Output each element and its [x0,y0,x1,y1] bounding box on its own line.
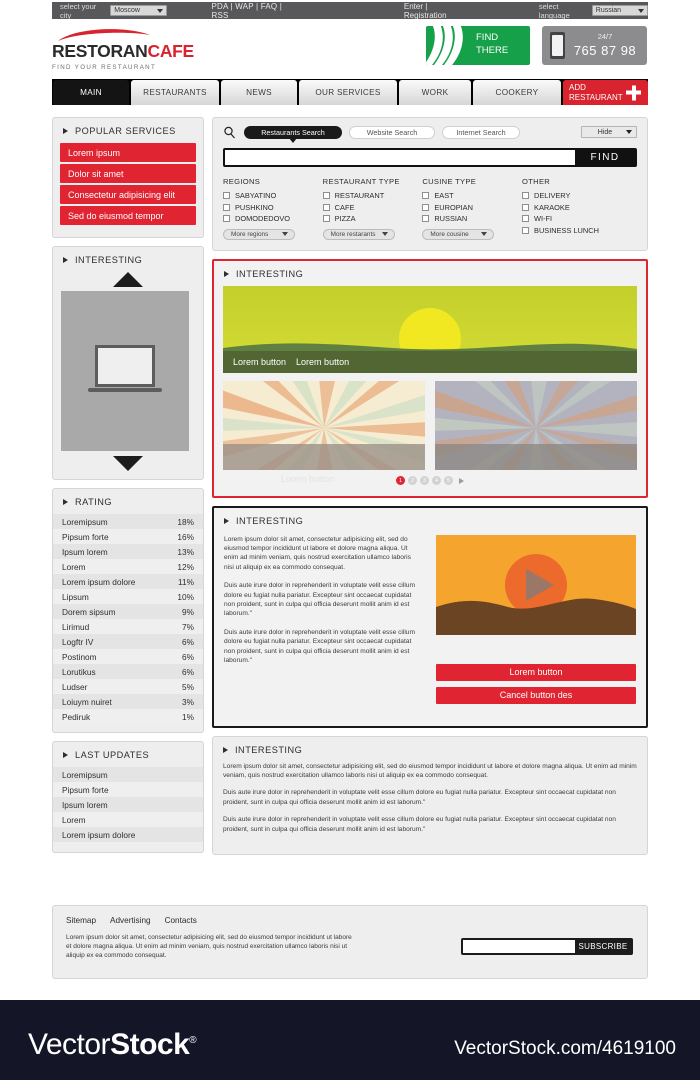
phone-widget [542,26,647,65]
main-column [212,117,648,855]
article-paragraph: Lorem ipsum dolor sit amet, consectetur adipisicing elit, sed do eiusmod tempor incididunt ut labore et dolore magna aliqua. Ut enim ad minim veniam, quis nostrud exercitation ullamco laboris nisi ut aliquip ex ea commodo consequat. [224,535,411,571]
utility-links[interactable]: PDA | WAP | FAQ | RSS [211,1,283,20]
site-footer [52,905,648,979]
checkbox-label: DELIVERY [534,191,571,201]
textblock-title: INTERESTING [235,744,303,755]
checkbox-label: EAST [434,191,454,201]
carousel-footer [223,470,637,492]
more-restaurants-dropdown[interactable] [323,229,395,240]
checkbox-label: DOMODEDOVO [235,214,291,224]
checkbox-icon [323,192,330,199]
last-updates-title: LAST UPDATES [75,750,150,760]
last-updates-list [53,767,203,852]
checkbox-icon [522,204,529,211]
list-item[interactable]: Sed do eiusmod tempor [60,206,196,225]
tab-internet-search[interactable]: Internet Search [442,126,520,139]
checkbox-label: EUROPIAN [434,202,473,212]
find-there-line2: THERE [476,44,509,56]
hide-dropdown-label: Hide [597,128,613,136]
rating-value: 6% [182,636,194,647]
rating-value: 10% [177,591,194,602]
main-navigation [52,79,648,105]
city-select[interactable] [110,5,166,16]
search-bar [223,148,637,167]
checkbox-icon [422,192,429,199]
phone-hours: 24/7 [597,32,613,41]
checkbox-icon [223,192,230,199]
checkbox-label: PUSHKINO [235,202,274,212]
logo-text-cafe: CAFE [147,41,194,61]
checkbox-pizza[interactable] [323,213,423,225]
list-item[interactable]: Lorem ipsum dolore [53,827,203,842]
table-row[interactable] [53,559,203,574]
footer-link-advertising[interactable]: Advertising [110,916,151,925]
checkbox-icon [323,204,330,211]
checkbox-wifi[interactable] [522,213,637,225]
checkbox-cafe[interactable] [323,202,423,214]
checkbox-icon [223,204,230,211]
rating-name: Loremipsum [62,516,108,527]
scroll-up-arrow-icon[interactable] [113,272,143,287]
interesting-sidebar-title: INTERESTING [75,255,143,265]
interesting-sidebar-body [53,272,203,479]
checkbox-restaurant[interactable] [323,190,423,202]
filter-group-cusine-type [422,177,522,240]
triangle-right-icon [63,257,68,263]
subscribe-input[interactable] [463,940,575,953]
carousel-dot-4[interactable]: 4 [432,476,441,485]
watermark-bar [0,1000,700,1080]
carousel-thumbnail-1[interactable] [223,381,425,470]
search-input[interactable] [225,150,575,165]
rating-value: 5% [182,681,194,692]
triangle-right-icon [224,518,229,524]
carousel-pagination [396,476,464,485]
carousel-dot-5[interactable]: 5 [444,476,453,485]
nav-item-restaurants[interactable]: RESTAURANTS [131,80,219,105]
city-select-value: Moscow [114,7,140,14]
nav-item-cookery[interactable]: COOKERY [473,80,561,105]
triangle-right-icon [63,128,68,134]
article-cancel-button[interactable]: Cancel button des [436,687,636,704]
carousel-thumbnail-2[interactable] [435,381,637,470]
search-icon [223,126,236,139]
triangle-right-icon [223,747,228,753]
triangle-right-icon [224,271,229,277]
checkbox-icon [223,215,230,222]
search-filters [223,177,637,240]
popular-services-panel [52,117,204,238]
carousel-body [214,286,646,496]
table-row[interactable] [53,514,203,529]
textblock-panel [212,736,648,855]
nav-item-news[interactable]: NEWS [221,80,297,105]
popular-services-title: POPULAR SERVICES [75,126,176,136]
rating-name: Ludser [62,681,88,692]
list-item[interactable]: Pipsum forte [53,782,203,797]
table-row[interactable] [53,664,203,679]
footer-link-contacts[interactable]: Contacts [164,916,197,925]
rating-name: Lorem ipsum dolore [62,576,136,587]
rating-title: RATING [75,497,113,507]
table-row[interactable] [53,694,203,709]
checkbox-label: RUSSIAN [434,214,468,224]
chevron-down-icon [157,9,163,13]
sunburst-cool-image [435,381,637,470]
filter-group-regions [223,177,323,240]
nav-item-main[interactable]: MAIN [53,80,129,105]
tab-restaurants-search[interactable]: Restaurants Search [244,126,342,139]
auth-links[interactable]: Enter | Registration [403,1,447,20]
footer-links [53,906,647,925]
triangle-right-icon [63,752,68,758]
rating-value: 11% [178,576,194,587]
rating-value: 13% [177,546,194,557]
add-restaurant-line2: RESTAURANT [569,92,623,102]
language-select-value: Russian [595,7,622,14]
find-there-label [476,32,520,57]
table-row[interactable] [53,589,203,604]
find-there-line1: FIND [476,32,499,43]
rating-value: 1% [182,711,194,722]
more-regions-dropdown[interactable] [223,229,295,240]
rating-value: 9% [182,606,194,617]
hero-button-2[interactable]: Lorem button [296,356,350,367]
checkbox-pushkino[interactable] [223,202,323,214]
rating-value: 6% [182,651,194,662]
triangle-right-icon [63,499,68,505]
rating-name: Lipsum [62,591,89,602]
textblock-body [213,762,647,854]
article-media-column [436,535,636,710]
sunburst-warm-image [223,381,425,470]
language-select[interactable] [592,5,648,16]
list-item[interactable]: Dolor sit amet [60,164,196,183]
chevron-down-icon [626,130,632,134]
video-player[interactable] [436,535,636,635]
article-paragraph: Duis aute irure dolor in reprehenderit in voluptate velit esse cillum dolore eu fugiat nulla pariatur. Excepteur sint occaecat cupidatat non proident, sunt in culpa qui officia deserunt mollit anim id est laborum." [224,582,415,618]
chevron-down-icon [282,232,288,236]
checkbox-delivery[interactable] [522,190,637,202]
carousel-header[interactable] [214,261,646,286]
article-title: INTERESTING [236,515,304,526]
table-row[interactable] [53,634,203,649]
hide-dropdown[interactable] [581,126,637,138]
vectorstock-logo [28,1028,196,1062]
article-primary-button[interactable]: Lorem button [436,664,636,681]
filter-group-restaurant-type [323,177,423,240]
carousel-next-icon[interactable] [459,478,464,484]
checkbox-icon [422,215,429,222]
rating-name: Lorutikus [62,666,96,677]
article-paragraph: Duis aute irure dolor in reprehenderit in voluptate velit esse cillum dolore eu fugiat nulla pariatur. Excepteur sint occaecat cupidatat non proident, sunt in culpa qui officia deserunt mollit anim id est laborum." [224,628,415,664]
last-updates-panel [52,741,204,853]
phone-icon [550,32,565,59]
popular-services-list [53,143,203,237]
carousel-hero-slide[interactable] [223,286,637,373]
checkbox-label: WI-FI [534,214,553,224]
hero-button-1[interactable]: Lorem button [233,356,287,367]
rating-header[interactable] [53,489,203,514]
select-city-label: select your city [60,1,97,20]
last-updates-header[interactable] [53,742,203,767]
sidebar [52,117,204,853]
interesting-image-placeholder [61,291,189,451]
search-panel [212,117,648,251]
more-cousine-dropdown[interactable] [422,229,494,240]
logo-tagline: FIND YOUR RESTAURANT [52,63,157,71]
popular-services-header[interactable] [53,118,203,143]
list-item[interactable]: Lorem ipsum [60,143,196,162]
checkbox-label: SABYATINO [235,191,277,201]
checkbox-label: BUSINESS LUNCH [534,225,599,235]
list-item[interactable]: Lorem [53,812,203,827]
rating-value: 7% [182,621,194,632]
rating-value: 16% [177,531,194,542]
checkbox-icon [522,215,529,222]
list-item[interactable]: Ipsum lorem [53,797,203,812]
vectorstock-logo-thin: Vector [28,1028,111,1061]
subscribe-form [461,938,633,955]
checkbox-label: RESTAURANT [334,191,385,201]
rating-value: 6% [182,666,194,677]
add-restaurant-label [569,83,627,102]
checkbox-icon [422,204,429,211]
registered-icon: ® [189,1035,197,1046]
textblock-paragraph: Lorem ipsum dolor sit amet, consectetur adipisicing elit, sed do eiusmod tempor incididunt ut labore et dolore magna aliqua. Ut enim ad minim veniam, quis nostrud exercitation ullamco laboris nisi ut aliquip ex ea commodo consequat. [223,762,637,779]
rating-panel [52,488,204,733]
textblock-header[interactable] [213,737,647,762]
vectorstock-logo-bold: Stock [110,1028,190,1061]
select-language-label: select language [538,1,570,20]
rating-name: Pipsum forte [62,531,109,542]
more-regions-label: More regions [231,230,269,238]
rating-value: 12% [177,561,194,572]
logo-text-restoran: RESTORAN [52,41,148,61]
search-panel-body [213,118,647,250]
carousel-panel [212,259,648,498]
article-body [214,533,646,726]
article-panel [212,506,648,728]
carousel-dot-2[interactable]: 2 [408,476,417,485]
checkbox-business-lunch[interactable] [522,225,637,237]
table-row[interactable] [53,619,203,634]
vectorstock-url: VectorStock.com/4619100 [454,1038,676,1059]
list-item[interactable]: Consectetur adipisicing elit [60,185,196,204]
rating-name: Logftr IV [62,636,94,647]
rating-name: Lorem [62,561,86,572]
checkbox-russian[interactable] [422,213,522,225]
chevron-down-icon [481,232,487,236]
rating-name: Lirimud [62,621,90,632]
search-tabs [223,126,637,139]
rating-name: Postinom [62,651,97,662]
video-thumbnail-image [436,535,636,635]
checkbox-europian[interactable] [422,202,522,214]
footer-text: Lorem ipsum dolor sit amet, consectetur adipisicing elit, sed do eiusmod tempor incididunt ut labore et dolore magna aliqua. Ut enim ad minim veniam, quis nostrud exercitation ullamco laboris nisi ut aliquip ex ea commodo consequat. [66,934,352,960]
scroll-down-arrow-icon[interactable] [113,456,143,471]
phone-number: 765 87 98 [573,43,637,58]
checkbox-label: PIZZA [334,214,356,224]
interesting-sidebar-panel [52,246,204,480]
table-row[interactable] [53,709,203,724]
checkbox-icon [522,227,529,234]
table-row[interactable] [53,574,203,589]
textblock-paragraph: Duis aute irure dolor in reprehenderit in voluptate velit esse cillum dolore eu fugiat nulla pariatur. Excepteur sint occaecat cupidatat non proident, sunt in culpa qui officia deserunt mollit anim id est laborum." [223,789,616,806]
article-header[interactable] [214,508,646,533]
chevron-down-icon [382,232,388,236]
checkbox-icon [323,215,330,222]
waves-icon [426,26,470,65]
rating-name: Dorem sipsum [62,606,116,617]
tab-website-search[interactable]: Website Search [349,126,435,139]
interesting-sidebar-header[interactable] [53,247,203,272]
filter-title-cusine-type: CUSINE TYPE [422,177,477,186]
find-button[interactable]: FIND [590,152,620,163]
table-row[interactable] [53,604,203,619]
carousel-title: INTERESTING [236,268,304,279]
site-logo[interactable] [52,29,194,71]
footer-link-sitemap[interactable]: Sitemap [66,916,97,925]
filter-group-other [522,177,637,240]
article-buttons [436,664,636,704]
rating-value: 3% [182,696,194,707]
rating-name: Loiuym nuiret [62,696,112,707]
checkbox-label: KARAOKE [534,202,570,212]
more-cousine-label: More cousine [430,230,469,238]
checkbox-sabyatino[interactable] [223,190,323,202]
table-row[interactable] [53,544,203,559]
rating-name: Ipsum lorem [62,546,108,557]
checkbox-domodedovo[interactable] [223,213,323,225]
table-row[interactable] [53,679,203,694]
checkbox-icon [522,192,529,199]
site-header [52,19,648,79]
carousel-thumbnails [223,381,637,470]
find-there-button[interactable] [426,26,530,65]
hero-button-row [223,351,637,373]
carousel-dot-1[interactable]: 1 [396,476,405,485]
list-item[interactable]: Loremipsum [53,767,203,782]
filter-title-other: OTHER [522,177,551,186]
checkbox-label: CAFE [334,202,355,212]
carousel-dot-3[interactable]: 3 [420,476,429,485]
plus-icon [626,85,641,100]
chevron-down-icon [638,9,644,13]
rating-name: Pediruk [62,711,91,722]
filter-title-regions: REGIONS [223,177,261,186]
more-restaurants-label: More restarants [330,230,376,238]
textblock-paragraph: Duis aute irure dolor in reprehenderit in voluptate velit esse cillum dolore eu fugiat nulla pariatur. Excepteur sint occaecat cupidatat non proident, sunt in culpa qui officia deserunt mollit anim id est laborum." [223,816,616,833]
rating-list [53,514,203,732]
nav-item-our-services[interactable]: OUR SERVICES [299,80,397,105]
article-text [224,535,422,710]
logo-wordmark [52,43,194,61]
checkbox-east[interactable] [422,190,522,202]
nav-item-work[interactable]: WORK [399,80,471,105]
add-restaurant-line1: ADD [569,83,586,92]
checkbox-karaoke[interactable] [522,202,637,214]
table-row[interactable] [53,649,203,664]
add-restaurant-button[interactable] [563,80,648,105]
utility-bar [52,2,648,19]
laptop-icon [82,343,168,399]
table-row[interactable] [53,529,203,544]
rating-value: 18% [177,516,194,527]
filter-title-restaurant-type: RESTAURANT TYPE [322,177,400,186]
carousel-ghost-button[interactable]: Lorem button [281,473,335,484]
subscribe-button[interactable]: SUBSCRIBE [578,942,628,951]
